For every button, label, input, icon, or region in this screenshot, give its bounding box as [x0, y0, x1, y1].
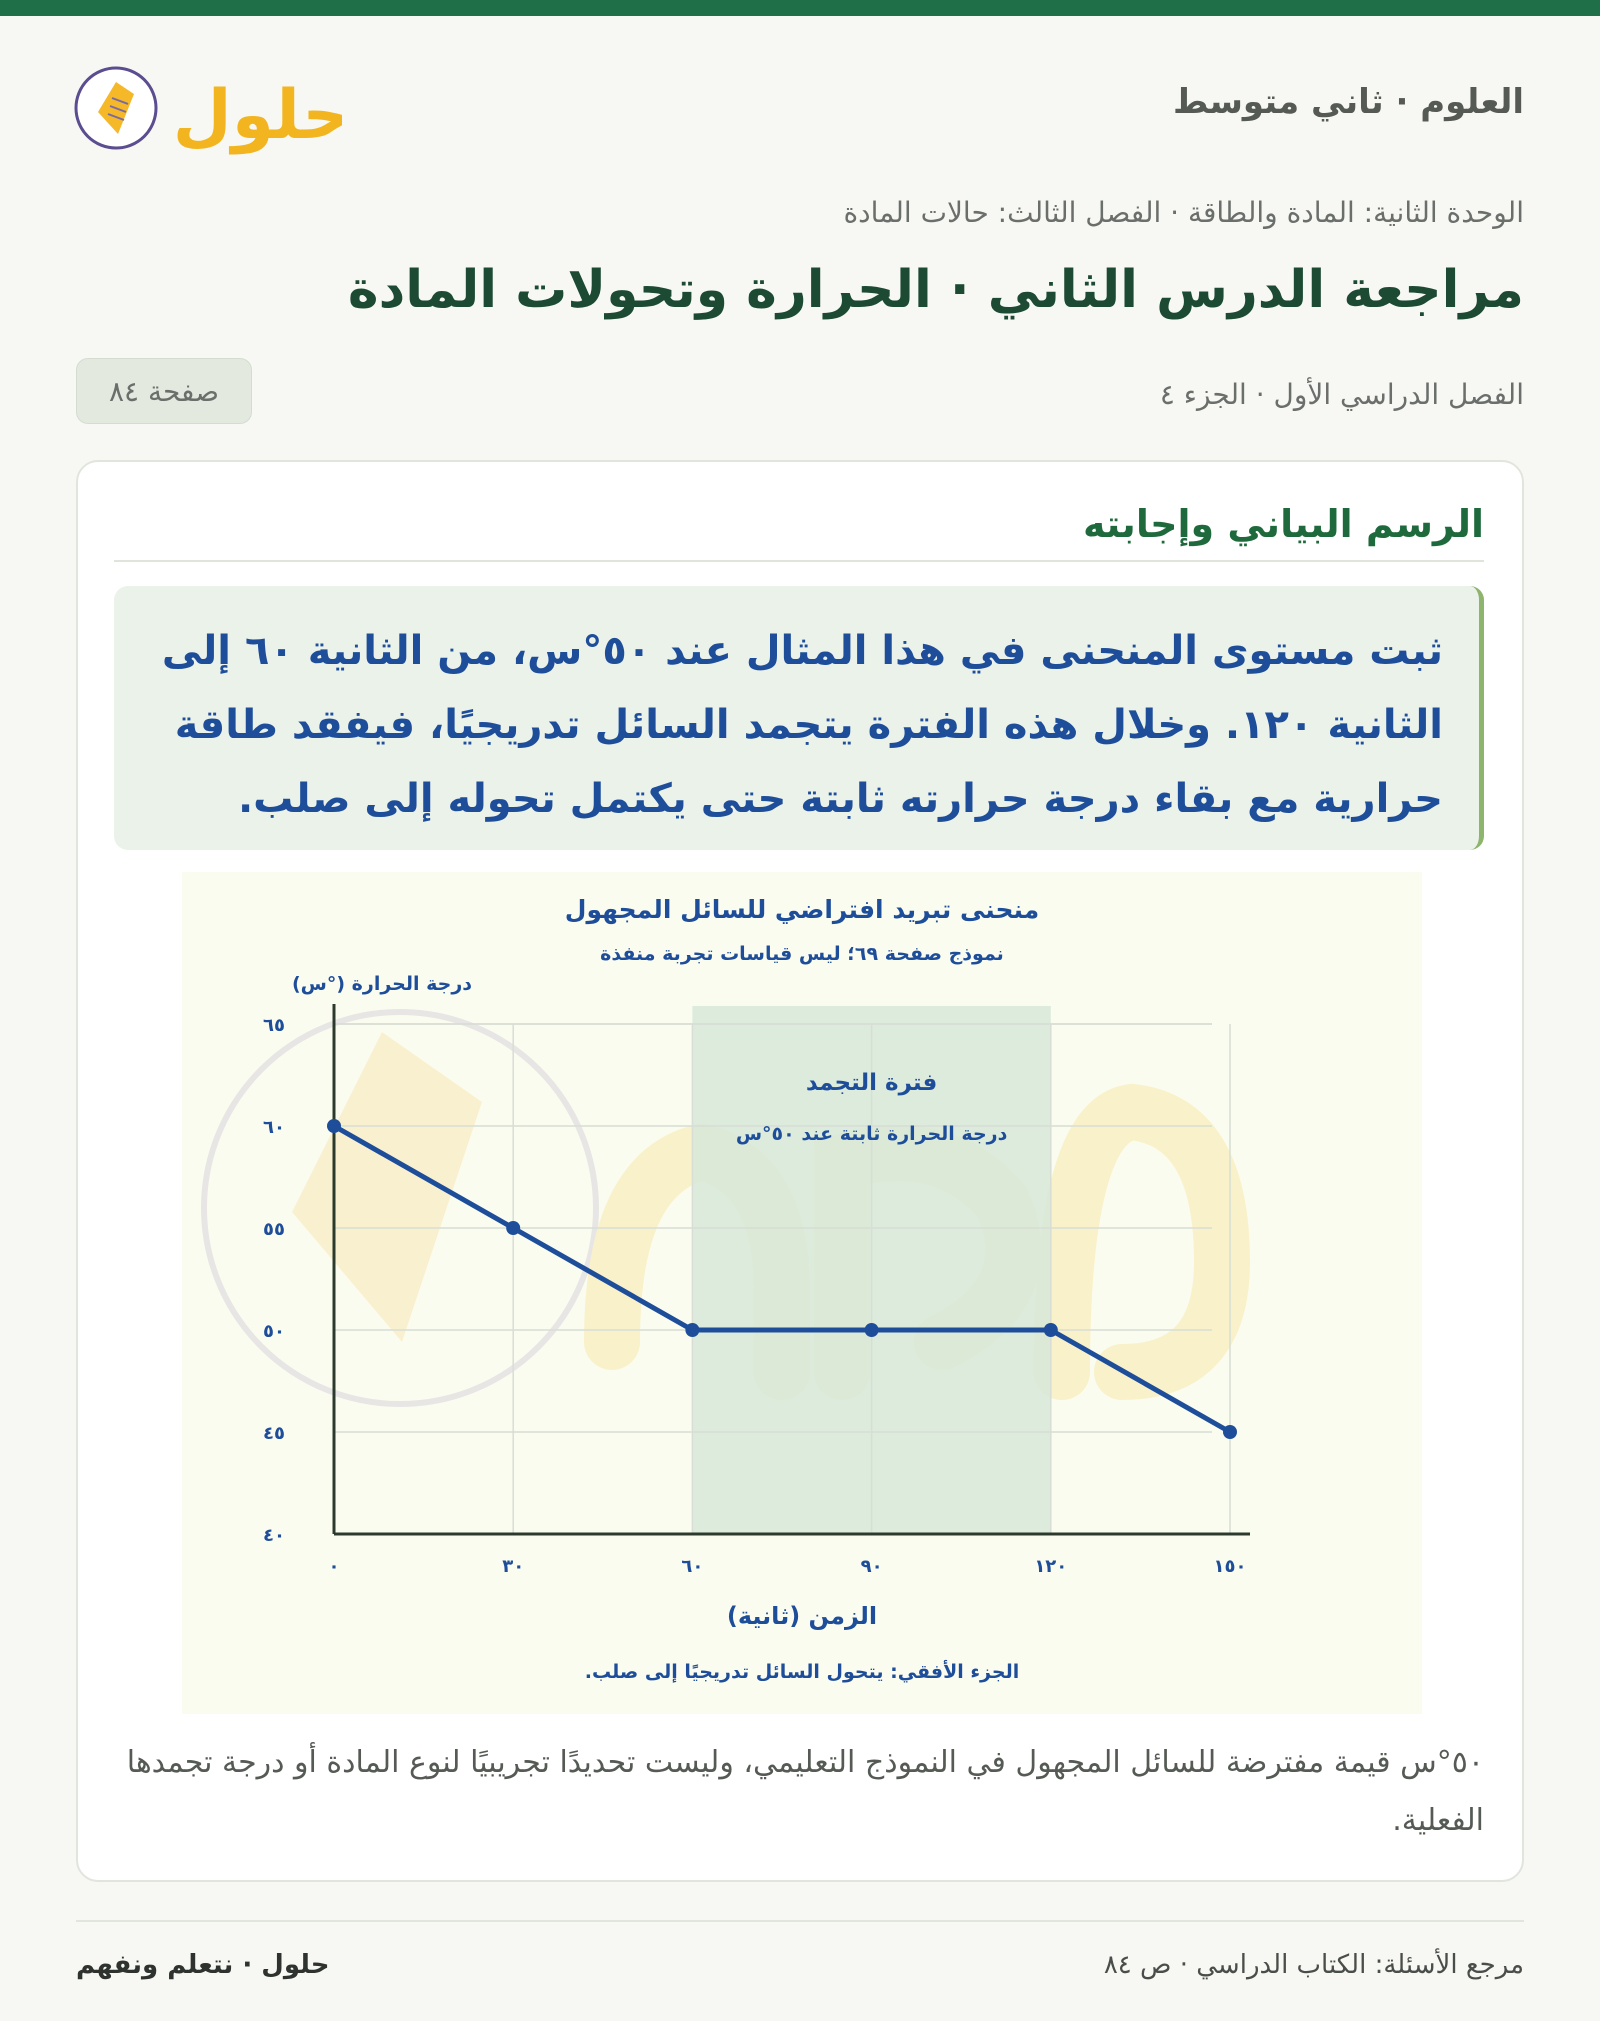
page-number-badge: صفحة ٨٤ — [76, 358, 252, 424]
chart-subtitle: نموذج صفحة ٦٩؛ ليس قياسات تجربة منفذة — [600, 943, 1004, 965]
card-divider — [114, 560, 1484, 562]
y-tick-label: ٤٥ — [263, 1423, 285, 1444]
chart-caption: الجزء الأفقي: يتحول السائل تدريجيًا إلى صلب. — [584, 1661, 1020, 1683]
x-tick-label: ١٢٠ — [1034, 1556, 1068, 1577]
data-point — [506, 1221, 520, 1235]
answer-text: ثبت مستوى المنحنى في هذا المثال عند ٥٠°س، من الثانية ٦٠ إلى الثانية ١٢٠. وخلال هذه الفترة يتجمد السائل تدريجيًا، فيفقد طاقة حرارية مع بقاء درجة حرارته ثابتة حتى يكتمل تحوله إلى صلب. — [161, 628, 1443, 822]
y-tick-label: ٦٠ — [263, 1117, 285, 1138]
card-heading: الرسم البياني وإجابته — [1083, 502, 1484, 546]
x-tick-label: ٦٠ — [681, 1556, 704, 1577]
freezing-region-label: فترة التجمد — [805, 1070, 938, 1096]
y-tick-label: ٤٠ — [263, 1525, 285, 1546]
top-accent-bar — [0, 0, 1600, 16]
cooling-curve-chart — [182, 872, 1422, 1714]
footer-reference: مرجع الأسئلة: الكتاب الدراسي · ص ٨٤ — [1103, 1950, 1524, 1980]
footer-brand: حلول · نتعلم ونفهم — [76, 1950, 330, 1980]
answer-box — [114, 586, 1484, 850]
x-tick-label: ١٥٠ — [1213, 1556, 1247, 1577]
answer-card — [76, 460, 1524, 1882]
y-tick-label: ٦٥ — [263, 1015, 285, 1036]
unit-breadcrumb: الوحدة الثانية: المادة والطاقة · الفصل الثالث: حالات المادة — [843, 196, 1524, 229]
hulool-logo[interactable] — [72, 52, 342, 162]
data-point — [327, 1119, 341, 1133]
chart-svg — [182, 872, 1422, 1714]
data-point — [865, 1323, 879, 1337]
subject-label: العلوم · ثاني متوسط — [1173, 82, 1524, 122]
semester-label: الفصل الدراسي الأول · الجزء ٤ — [1159, 378, 1524, 411]
y-tick-label: ٥٥ — [263, 1219, 285, 1240]
data-point — [685, 1323, 699, 1337]
y-axis-label: درجة الحرارة (°س) — [291, 973, 473, 995]
page-title: مراجعة الدرس الثاني · الحرارة وتحولات المادة — [347, 260, 1524, 320]
data-point — [1223, 1425, 1237, 1439]
x-tick-label: ٣٠ — [502, 1556, 525, 1577]
x-axis-label: الزمن (ثانية) — [726, 1602, 878, 1630]
x-tick-label: ٠ — [328, 1556, 340, 1577]
footer-divider — [76, 1920, 1524, 1922]
y-tick-label: ٥٠ — [263, 1321, 285, 1342]
data-point — [1044, 1323, 1058, 1337]
x-tick-label: ٩٠ — [860, 1556, 883, 1577]
freezing-region-sublabel: درجة الحرارة ثابتة عند ٥٠°س — [735, 1123, 1008, 1145]
disclaimer-note: ٥٠°س قيمة مفترضة للسائل المجهول في النموذج التعليمي، وليست تحديدًا تجريبيًا لنوع المادة أو درجة تجمدها الفعلية. — [126, 1745, 1484, 1838]
logo-wordmark: حلول — [172, 76, 342, 155]
chart-title: منحنى تبريد افتراضي للسائل المجهول — [564, 895, 1040, 924]
